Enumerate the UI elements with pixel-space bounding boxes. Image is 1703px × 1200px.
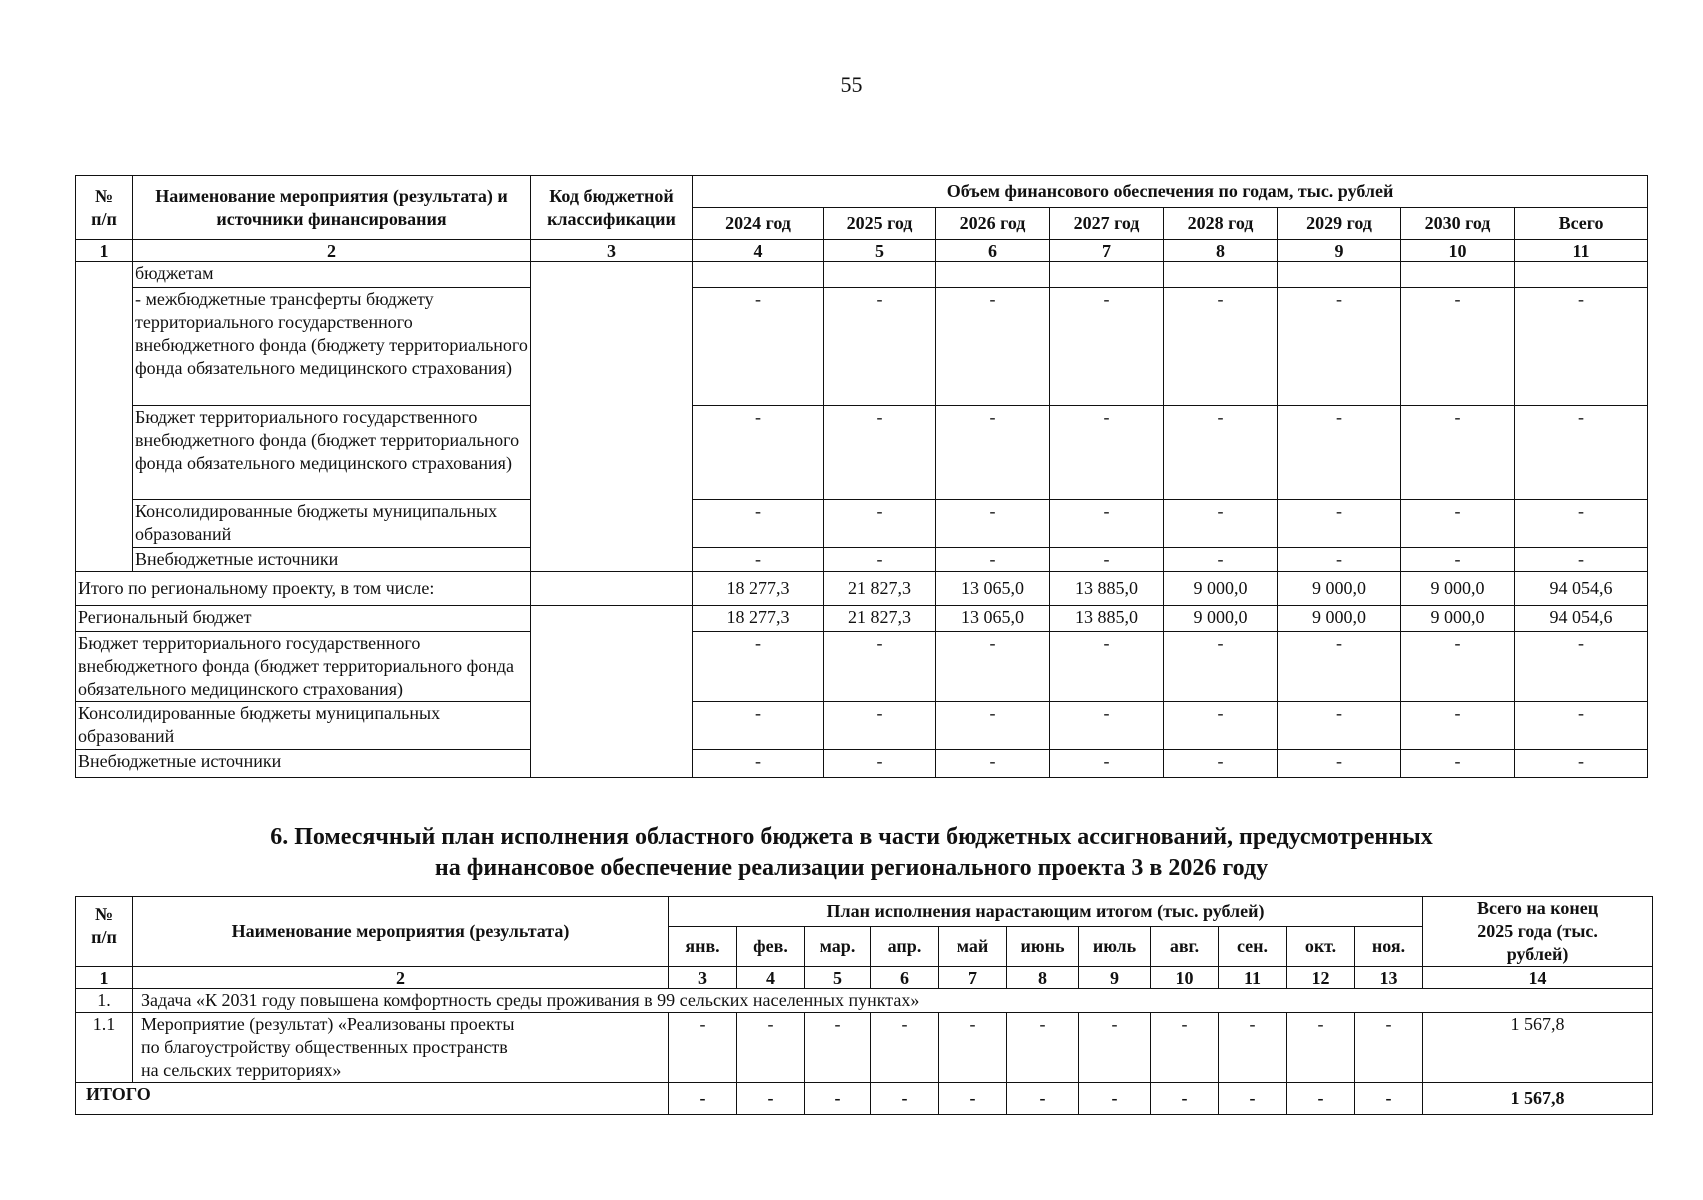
- total-month-value: -: [1287, 1083, 1355, 1115]
- header-month: мар.: [805, 927, 871, 967]
- measure-row: [76, 1013, 1653, 1083]
- value-cell: -: [1515, 288, 1648, 406]
- value-cell: -: [1515, 548, 1648, 572]
- section-6-title-line2: на финансовое обеспечение реализации регионального проекта 3 в 2026 году: [434, 855, 1269, 881]
- measure-name: Мероприятие (результат) «Реализованы проекты по благоустройству общественных пространств на сельских территориях»: [133, 1013, 669, 1083]
- total-month-value: -: [871, 1083, 939, 1115]
- summary-row: [76, 702, 1648, 750]
- value-cell: -: [824, 406, 936, 500]
- value-cell: -: [1050, 548, 1164, 572]
- summary-row: [76, 606, 1648, 632]
- value-cell: -: [1164, 548, 1278, 572]
- value-cell: [1278, 262, 1401, 288]
- source-name: Консолидированные бюджеты муниципальных образований: [133, 500, 531, 548]
- value-cell: -: [824, 288, 936, 406]
- header-year: 2027 год: [1050, 208, 1164, 240]
- index-row: [76, 240, 1648, 262]
- index-cell: 8: [1007, 967, 1079, 989]
- summary-value: 21 827,3: [824, 572, 936, 606]
- summary-value: -: [1164, 702, 1278, 750]
- summary-value: -: [1515, 702, 1648, 750]
- value-cell: -: [824, 500, 936, 548]
- header-month: май: [939, 927, 1007, 967]
- value-cell: -: [1401, 406, 1515, 500]
- value-cell: -: [936, 406, 1050, 500]
- summary-value: 18 277,3: [693, 572, 824, 606]
- summary-value: -: [1164, 750, 1278, 778]
- index-cell: 12: [1287, 967, 1355, 989]
- month-value: -: [805, 1013, 871, 1083]
- value-cell: [824, 262, 936, 288]
- header-num: № п/п: [76, 176, 133, 240]
- summary-value: -: [1278, 750, 1401, 778]
- value-cell: -: [824, 548, 936, 572]
- summary-row: [76, 632, 1648, 702]
- table-row: [76, 500, 1648, 548]
- header-month: июль: [1079, 927, 1151, 967]
- summary-value: -: [1278, 632, 1401, 702]
- measure-num: 1.1: [76, 1013, 133, 1083]
- summary-value: 13 885,0: [1050, 572, 1164, 606]
- header-name: Наименование мероприятия (результата) и источники финансирования: [133, 176, 531, 240]
- source-name: Бюджет территориального государственного внебюджетного фонда (бюджет территориального фонда обязательного медицинского страхования): [133, 406, 531, 500]
- summary-value: -: [1515, 632, 1648, 702]
- header-month: ноя.: [1355, 927, 1423, 967]
- value-cell: -: [1164, 406, 1278, 500]
- index-cell: 1: [76, 967, 133, 989]
- task-row: [76, 989, 1653, 1013]
- header-code: Код бюджетной классификации: [531, 176, 693, 240]
- task-num: 1.: [76, 989, 133, 1013]
- measure-total: 1 567,8: [1423, 1013, 1653, 1083]
- summary-value: -: [1401, 750, 1515, 778]
- index-cell: 2: [133, 240, 531, 262]
- value-cell: -: [1515, 500, 1648, 548]
- source-name: бюджетам: [133, 262, 531, 288]
- total-month-value: -: [1079, 1083, 1151, 1115]
- index-cell: 9: [1278, 240, 1401, 262]
- value-cell: -: [693, 406, 824, 500]
- summary-value: 13 065,0: [936, 572, 1050, 606]
- header-month: сен.: [1219, 927, 1287, 967]
- value-cell: -: [1278, 406, 1401, 500]
- header-num: № п/п: [76, 897, 133, 967]
- total-month-value: -: [669, 1083, 737, 1115]
- month-value: -: [669, 1013, 737, 1083]
- value-cell: [1515, 262, 1648, 288]
- month-value: -: [1007, 1013, 1079, 1083]
- summary-value: 21 827,3: [824, 606, 936, 632]
- value-cell: -: [1050, 406, 1164, 500]
- header-month: фев.: [737, 927, 805, 967]
- index-cell: 3: [531, 240, 693, 262]
- value-cell: -: [936, 548, 1050, 572]
- index-cell: 5: [824, 240, 936, 262]
- month-value: -: [1287, 1013, 1355, 1083]
- total-row: [76, 1083, 1653, 1115]
- index-cell: 7: [939, 967, 1007, 989]
- value-cell: -: [1164, 500, 1278, 548]
- value-cell: -: [1401, 548, 1515, 572]
- value-cell: -: [1278, 288, 1401, 406]
- code-cell: [531, 262, 693, 572]
- summary-value: -: [1164, 632, 1278, 702]
- summary-value: -: [936, 702, 1050, 750]
- summary-name: Бюджет территориального государственного внебюджетного фонда (бюджет территориального фонда обязательного медицинского страхования): [76, 632, 531, 702]
- table-row: [76, 548, 1648, 572]
- index-cell: 2: [133, 967, 669, 989]
- summary-value: 9 000,0: [1401, 572, 1515, 606]
- header-year: 2026 год: [936, 208, 1050, 240]
- table-row: [76, 288, 1648, 406]
- value-cell: -: [1515, 406, 1648, 500]
- index-cell: 10: [1151, 967, 1219, 989]
- value-cell: -: [693, 500, 824, 548]
- num-cell: [76, 262, 133, 572]
- task-text: Задача «К 2031 году повышена комфортность среды проживания в 99 сельских населенных пунктах»: [133, 989, 1653, 1013]
- index-cell: 4: [737, 967, 805, 989]
- summary-value: 18 277,3: [693, 606, 824, 632]
- summary-row: [76, 750, 1648, 778]
- index-cell: 10: [1401, 240, 1515, 262]
- month-value: -: [737, 1013, 805, 1083]
- value-cell: -: [693, 548, 824, 572]
- page-number: 55: [840, 72, 863, 97]
- index-cell: 13: [1355, 967, 1423, 989]
- value-cell: -: [1401, 500, 1515, 548]
- value-cell: -: [1164, 288, 1278, 406]
- index-cell: 1: [76, 240, 133, 262]
- value-cell: [936, 262, 1050, 288]
- value-cell: -: [1050, 288, 1164, 406]
- header-row: [76, 176, 1648, 208]
- summary-value: -: [693, 750, 824, 778]
- header-total: Всего на конец 2025 года (тыс. рублей): [1423, 897, 1653, 967]
- financing-table: [75, 175, 1648, 778]
- value-cell: -: [1278, 500, 1401, 548]
- index-cell: 11: [1219, 967, 1287, 989]
- total-month-value: -: [1151, 1083, 1219, 1115]
- total-month-value: -: [1219, 1083, 1287, 1115]
- header-year: 2028 год: [1164, 208, 1278, 240]
- header-month: июнь: [1007, 927, 1079, 967]
- source-name: Внебюджетные источники: [133, 548, 531, 572]
- summary-value: -: [936, 750, 1050, 778]
- index-cell: 8: [1164, 240, 1278, 262]
- value-cell: -: [1050, 500, 1164, 548]
- value-cell: -: [936, 288, 1050, 406]
- summary-value: 9 000,0: [1278, 572, 1401, 606]
- header-volume: Объем финансового обеспечения по годам, тыс. рублей: [693, 176, 1648, 208]
- index-cell: 9: [1079, 967, 1151, 989]
- index-cell: 3: [669, 967, 737, 989]
- table-row: [76, 406, 1648, 500]
- value-cell: -: [936, 500, 1050, 548]
- month-value: -: [1219, 1013, 1287, 1083]
- index-cell: 7: [1050, 240, 1164, 262]
- summary-value: -: [693, 702, 824, 750]
- summary-value: -: [1050, 632, 1164, 702]
- section-6-title: [0, 822, 1703, 884]
- summary-value: -: [693, 632, 824, 702]
- code-cell: [531, 572, 693, 606]
- month-value: -: [871, 1013, 939, 1083]
- header-month: окт.: [1287, 927, 1355, 967]
- code-cell: [531, 606, 693, 778]
- total-label: ИТОГО: [76, 1083, 669, 1115]
- source-name: - межбюджетные трансферты бюджету территориального государственного внебюджетного фонда (бюджету территориального фонда обязательного медицинского страхования): [133, 288, 531, 406]
- summary-value: 9 000,0: [1401, 606, 1515, 632]
- value-cell: [1164, 262, 1278, 288]
- value-cell: -: [693, 288, 824, 406]
- month-value: -: [1355, 1013, 1423, 1083]
- summary-value: -: [1050, 702, 1164, 750]
- value-cell: -: [1401, 288, 1515, 406]
- header-year: Всего: [1515, 208, 1648, 240]
- header-month: апр.: [871, 927, 939, 967]
- value-cell: -: [1278, 548, 1401, 572]
- grand-total: 1 567,8: [1423, 1083, 1653, 1115]
- header-year: 2030 год: [1401, 208, 1515, 240]
- monthly-plan-table: [75, 896, 1653, 1115]
- summary-name: Региональный бюджет: [76, 606, 531, 632]
- header-name: Наименование мероприятия (результата): [133, 897, 669, 967]
- header-row: [76, 897, 1653, 927]
- summary-value: -: [1401, 702, 1515, 750]
- summary-value: -: [824, 750, 936, 778]
- summary-value: -: [824, 702, 936, 750]
- summary-row: [76, 572, 1648, 606]
- summary-value: 13 065,0: [936, 606, 1050, 632]
- header-year: 2025 год: [824, 208, 936, 240]
- summary-value: 94 054,6: [1515, 572, 1648, 606]
- month-value: -: [1151, 1013, 1219, 1083]
- header-month: янв.: [669, 927, 737, 967]
- month-value: -: [939, 1013, 1007, 1083]
- header-plan: План исполнения нарастающим итогом (тыс. рублей): [669, 897, 1423, 927]
- index-cell: 5: [805, 967, 871, 989]
- summary-value: -: [1278, 702, 1401, 750]
- value-cell: [1050, 262, 1164, 288]
- total-month-value: -: [939, 1083, 1007, 1115]
- value-cell: [693, 262, 824, 288]
- summary-value: -: [824, 632, 936, 702]
- summary-value: 9 000,0: [1164, 572, 1278, 606]
- summary-value: -: [1050, 750, 1164, 778]
- summary-name: Итого по региональному проекту, в том числе:: [76, 572, 531, 606]
- summary-value: -: [1515, 750, 1648, 778]
- header-month: авг.: [1151, 927, 1219, 967]
- section-6-title-line1: 6. Помесячный план исполнения областного бюджета в части бюджетных ассигнований, предусмотренных: [270, 824, 1433, 850]
- summary-name: Внебюджетные источники: [76, 750, 531, 778]
- table-row: [76, 262, 1648, 288]
- index-cell: 11: [1515, 240, 1648, 262]
- index-cell: 14: [1423, 967, 1653, 989]
- total-month-value: -: [737, 1083, 805, 1115]
- summary-value: 94 054,6: [1515, 606, 1648, 632]
- summary-name: Консолидированные бюджеты муниципальных образований: [76, 702, 531, 750]
- index-cell: 4: [693, 240, 824, 262]
- summary-value: 9 000,0: [1278, 606, 1401, 632]
- summary-value: 9 000,0: [1164, 606, 1278, 632]
- index-row: [76, 967, 1653, 989]
- total-month-value: -: [1355, 1083, 1423, 1115]
- header-year: 2029 год: [1278, 208, 1401, 240]
- month-value: -: [1079, 1013, 1151, 1083]
- total-month-value: -: [805, 1083, 871, 1115]
- summary-value: 13 885,0: [1050, 606, 1164, 632]
- summary-value: -: [1401, 632, 1515, 702]
- index-cell: 6: [871, 967, 939, 989]
- summary-value: -: [936, 632, 1050, 702]
- header-year: 2024 год: [693, 208, 824, 240]
- index-cell: 6: [936, 240, 1050, 262]
- total-month-value: -: [1007, 1083, 1079, 1115]
- value-cell: [1401, 262, 1515, 288]
